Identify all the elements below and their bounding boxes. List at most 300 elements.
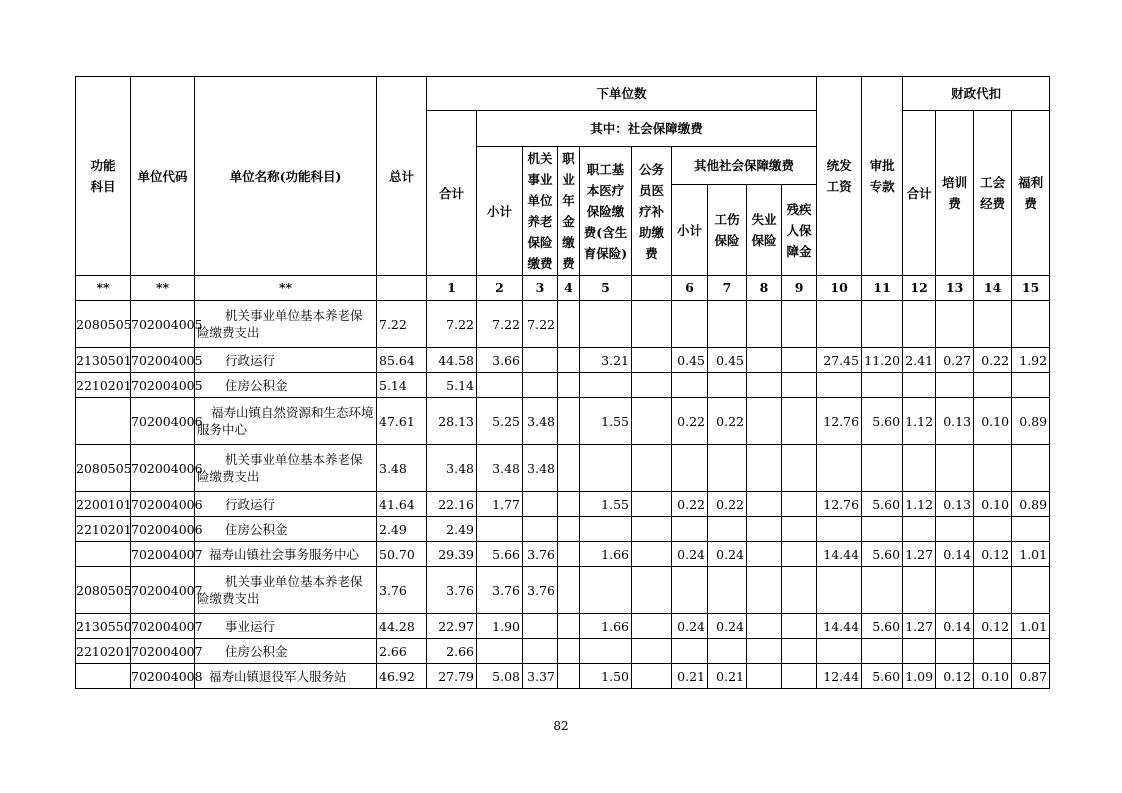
- value-cell: [782, 492, 817, 517]
- value-cell: [672, 567, 708, 614]
- table-row: [76, 301, 1050, 348]
- value-cell: 7.22: [523, 301, 558, 348]
- value-cell: [747, 542, 782, 567]
- value-cell: [632, 542, 672, 567]
- value-cell: [862, 445, 903, 492]
- col-num: 13: [936, 276, 974, 301]
- total-cell: 7.22: [377, 301, 427, 348]
- func-subject-cell: 2130501: [76, 348, 131, 373]
- value-cell: [782, 542, 817, 567]
- value-cell: 3.48: [523, 445, 558, 492]
- header-disability: 残疾人保障金: [782, 185, 817, 276]
- unit-code-cell: 702004007: [131, 639, 195, 664]
- unit-name-cell: [195, 639, 377, 664]
- value-cell: [974, 567, 1012, 614]
- value-cell: 0.22: [708, 492, 747, 517]
- unit-name-cell: [195, 664, 377, 689]
- col-num: **: [76, 276, 131, 301]
- value-cell: [632, 517, 672, 542]
- value-cell: 1.12: [903, 492, 936, 517]
- header-subtotal: 小计: [477, 147, 523, 276]
- func-subject-cell: [76, 398, 131, 445]
- unit-name-cell: [195, 614, 377, 639]
- value-cell: 1.92: [1012, 348, 1050, 373]
- value-cell: 5.08: [477, 664, 523, 689]
- value-cell: 0.21: [708, 664, 747, 689]
- value-cell: [632, 373, 672, 398]
- value-cell: 0.10: [974, 664, 1012, 689]
- value-cell: [1012, 639, 1050, 664]
- value-cell: [1012, 517, 1050, 542]
- unit-code-cell: 702004006: [131, 445, 195, 492]
- value-cell: 1.55: [580, 492, 632, 517]
- value-cell: [632, 664, 672, 689]
- header-unemployment: 失业保险: [747, 185, 782, 276]
- table-row: [76, 348, 1050, 373]
- unit-name-cell: [195, 492, 377, 517]
- table-row: [76, 567, 1050, 614]
- value-cell: [558, 301, 580, 348]
- col-num: 15: [1012, 276, 1050, 301]
- page-number: 82: [553, 719, 569, 733]
- header-welfare: 福利费: [1012, 111, 1050, 276]
- value-cell: [558, 348, 580, 373]
- column-number-row: [76, 276, 1050, 301]
- col-num: 9: [782, 276, 817, 301]
- value-cell: 1.77: [477, 492, 523, 517]
- value-cell: 0.12: [974, 614, 1012, 639]
- value-cell: [672, 639, 708, 664]
- value-cell: [1012, 567, 1050, 614]
- value-cell: 5.14: [427, 373, 477, 398]
- value-cell: [903, 567, 936, 614]
- value-cell: [632, 639, 672, 664]
- unit-code-cell: 702004006: [131, 492, 195, 517]
- value-cell: [936, 373, 974, 398]
- total-cell: 85.64: [377, 348, 427, 373]
- value-cell: 7.22: [477, 301, 523, 348]
- col-num: [632, 276, 672, 301]
- header-lower-total: 合计: [427, 111, 477, 276]
- value-cell: [817, 445, 862, 492]
- value-cell: 3.76: [523, 542, 558, 567]
- value-cell: 1.12: [903, 398, 936, 445]
- col-num: 11: [862, 276, 903, 301]
- header-approved-special: 审批专款: [862, 77, 903, 276]
- unit-code-cell: 702004008: [131, 664, 195, 689]
- value-cell: [708, 639, 747, 664]
- value-cell: 1.09: [903, 664, 936, 689]
- unit-name-text: 住房公积金: [225, 643, 288, 659]
- value-cell: [580, 567, 632, 614]
- value-cell: [782, 567, 817, 614]
- value-cell: [558, 567, 580, 614]
- table-row: [76, 373, 1050, 398]
- value-cell: [936, 301, 974, 348]
- value-cell: [782, 348, 817, 373]
- value-cell: 0.24: [672, 542, 708, 567]
- value-cell: 2.41: [903, 348, 936, 373]
- value-cell: 0.22: [974, 348, 1012, 373]
- value-cell: [936, 445, 974, 492]
- value-cell: [523, 614, 558, 639]
- value-cell: [903, 301, 936, 348]
- value-cell: 1.66: [580, 542, 632, 567]
- unit-name-cell: [195, 542, 377, 567]
- value-cell: [782, 301, 817, 348]
- value-cell: [974, 639, 1012, 664]
- value-cell: [580, 301, 632, 348]
- unit-code-cell: 702004005: [131, 301, 195, 348]
- unit-name-text: 机关事业单位基本养老保险缴费支出: [197, 452, 363, 484]
- total-cell: 44.28: [377, 614, 427, 639]
- func-subject-cell: [76, 664, 131, 689]
- value-cell: [974, 445, 1012, 492]
- col-num: 8: [747, 276, 782, 301]
- unit-name-cell: [195, 567, 377, 614]
- value-cell: [782, 445, 817, 492]
- value-cell: [862, 517, 903, 542]
- header-union: 工会经费: [974, 111, 1012, 276]
- total-cell: 5.14: [377, 373, 427, 398]
- total-cell: 2.49: [377, 517, 427, 542]
- value-cell: 1.50: [580, 664, 632, 689]
- unit-name-text: 福寿山镇自然资源和生态环境服务中心: [197, 405, 374, 437]
- unit-name-text: 住房公积金: [225, 377, 288, 393]
- col-num: 6: [672, 276, 708, 301]
- value-cell: 3.48: [427, 445, 477, 492]
- value-cell: 29.39: [427, 542, 477, 567]
- col-num: 3: [523, 276, 558, 301]
- unit-code-cell: 702004006: [131, 398, 195, 445]
- value-cell: 1.55: [580, 398, 632, 445]
- unit-code-cell: 702004007: [131, 567, 195, 614]
- value-cell: [708, 373, 747, 398]
- value-cell: [817, 567, 862, 614]
- value-cell: 7.22: [427, 301, 477, 348]
- value-cell: [747, 348, 782, 373]
- value-cell: [632, 301, 672, 348]
- value-cell: 1.27: [903, 614, 936, 639]
- table-row: [76, 614, 1050, 639]
- table-row: [76, 664, 1050, 689]
- value-cell: 0.10: [974, 398, 1012, 445]
- value-cell: 0.24: [708, 614, 747, 639]
- header-injury: 工伤保险: [708, 185, 747, 276]
- value-cell: [558, 664, 580, 689]
- value-cell: 44.58: [427, 348, 477, 373]
- value-cell: [708, 301, 747, 348]
- value-cell: 14.44: [817, 542, 862, 567]
- func-subject-cell: 2130550: [76, 614, 131, 639]
- value-cell: [782, 639, 817, 664]
- header-pension: 机关事业单位养老保险缴费: [523, 147, 558, 276]
- value-cell: [936, 517, 974, 542]
- header-training: 培训费: [936, 111, 974, 276]
- value-cell: [580, 373, 632, 398]
- value-cell: 0.22: [672, 492, 708, 517]
- table-row: [76, 492, 1050, 517]
- value-cell: 0.22: [672, 398, 708, 445]
- header-func-subject: 功能科目: [76, 77, 131, 276]
- value-cell: 0.13: [936, 398, 974, 445]
- value-cell: 0.87: [1012, 664, 1050, 689]
- value-cell: [817, 373, 862, 398]
- unit-name-cell: [195, 445, 377, 492]
- value-cell: 3.76: [523, 567, 558, 614]
- value-cell: [782, 614, 817, 639]
- value-cell: [903, 639, 936, 664]
- value-cell: 0.89: [1012, 398, 1050, 445]
- value-cell: [558, 398, 580, 445]
- value-cell: [580, 445, 632, 492]
- value-cell: [1012, 301, 1050, 348]
- value-cell: [477, 373, 523, 398]
- value-cell: [708, 567, 747, 614]
- header-annuity: 职业年金缴费: [558, 147, 580, 276]
- header-other-subtotal: 小计: [672, 185, 708, 276]
- value-cell: 12.76: [817, 492, 862, 517]
- header-other-social: 其他社会保障缴费: [672, 147, 817, 185]
- total-cell: 46.92: [377, 664, 427, 689]
- col-num: 10: [817, 276, 862, 301]
- unit-code-cell: 702004007: [131, 614, 195, 639]
- unit-name-cell: [195, 373, 377, 398]
- value-cell: 11.20: [862, 348, 903, 373]
- value-cell: 2.49: [427, 517, 477, 542]
- func-subject-cell: 2210201: [76, 639, 131, 664]
- total-cell: 41.64: [377, 492, 427, 517]
- value-cell: [580, 639, 632, 664]
- unit-code-cell: 702004005: [131, 373, 195, 398]
- value-cell: [632, 398, 672, 445]
- header-of-which-social: 其中：社会保障缴费: [477, 111, 817, 147]
- unit-name-cell: [195, 398, 377, 445]
- value-cell: [862, 301, 903, 348]
- header-unified-salary: 统发工资: [817, 77, 862, 276]
- value-cell: 1.01: [1012, 614, 1050, 639]
- value-cell: 0.12: [936, 664, 974, 689]
- total-cell: 3.76: [377, 567, 427, 614]
- value-cell: [747, 492, 782, 517]
- value-cell: 3.66: [477, 348, 523, 373]
- unit-name-cell: [195, 348, 377, 373]
- value-cell: [558, 373, 580, 398]
- table-row: [76, 542, 1050, 567]
- table-body: [76, 301, 1050, 689]
- value-cell: [708, 517, 747, 542]
- value-cell: 12.76: [817, 398, 862, 445]
- func-subject-cell: 2080505: [76, 567, 131, 614]
- header-lower-unit: 下单位数: [427, 77, 817, 111]
- func-subject-cell: [76, 542, 131, 567]
- unit-name-text: 机关事业单位基本养老保险缴费支出: [197, 308, 363, 340]
- col-num: 4: [558, 276, 580, 301]
- value-cell: 1.66: [580, 614, 632, 639]
- value-cell: [936, 639, 974, 664]
- col-num: 5: [580, 276, 632, 301]
- value-cell: 3.37: [523, 664, 558, 689]
- func-subject-cell: 2080505: [76, 301, 131, 348]
- header-fiscal-total: 合计: [903, 111, 936, 276]
- value-cell: [782, 373, 817, 398]
- unit-name-text: 福寿山镇社会事务服务中心: [209, 546, 360, 562]
- value-cell: [782, 517, 817, 542]
- value-cell: [523, 348, 558, 373]
- table-row: [76, 639, 1050, 664]
- value-cell: [672, 373, 708, 398]
- value-cell: [747, 517, 782, 542]
- value-cell: [523, 517, 558, 542]
- total-cell: 47.61: [377, 398, 427, 445]
- value-cell: 3.48: [523, 398, 558, 445]
- col-num: 2: [477, 276, 523, 301]
- value-cell: [523, 373, 558, 398]
- value-cell: [672, 517, 708, 542]
- value-cell: 5.66: [477, 542, 523, 567]
- value-cell: [817, 301, 862, 348]
- value-cell: [862, 639, 903, 664]
- header-civil-medical: 公务员医疗补助缴费: [632, 147, 672, 276]
- value-cell: [747, 639, 782, 664]
- value-cell: [632, 567, 672, 614]
- total-cell: 2.66: [377, 639, 427, 664]
- unit-name-text: 行政运行: [225, 496, 276, 512]
- value-cell: [747, 614, 782, 639]
- value-cell: [782, 664, 817, 689]
- header-total: 总计: [377, 77, 427, 276]
- table-row: [76, 398, 1050, 445]
- value-cell: [747, 398, 782, 445]
- value-cell: 14.44: [817, 614, 862, 639]
- value-cell: 0.27: [936, 348, 974, 373]
- value-cell: 0.24: [708, 542, 747, 567]
- header-unit-code: 单位代码: [131, 77, 195, 276]
- unit-code-cell: 702004007: [131, 542, 195, 567]
- value-cell: 1.01: [1012, 542, 1050, 567]
- value-cell: [903, 373, 936, 398]
- value-cell: [477, 517, 523, 542]
- value-cell: [974, 301, 1012, 348]
- col-num: 7: [708, 276, 747, 301]
- unit-name-text: 行政运行: [225, 352, 276, 368]
- value-cell: 0.14: [936, 614, 974, 639]
- total-cell: 3.48: [377, 445, 427, 492]
- value-cell: [558, 517, 580, 542]
- header-fiscal-deduct: 财政代扣: [903, 77, 1050, 111]
- unit-code-cell: 702004006: [131, 517, 195, 542]
- table-row: [76, 517, 1050, 542]
- value-cell: 3.48: [477, 445, 523, 492]
- value-cell: 5.60: [862, 614, 903, 639]
- value-cell: [523, 639, 558, 664]
- value-cell: 27.45: [817, 348, 862, 373]
- value-cell: [903, 445, 936, 492]
- value-cell: 28.13: [427, 398, 477, 445]
- value-cell: [558, 542, 580, 567]
- value-cell: [1012, 373, 1050, 398]
- value-cell: [558, 639, 580, 664]
- value-cell: 0.14: [936, 542, 974, 567]
- value-cell: [974, 373, 1012, 398]
- value-cell: 0.21: [672, 664, 708, 689]
- col-num: 12: [903, 276, 936, 301]
- value-cell: [903, 517, 936, 542]
- value-cell: [747, 664, 782, 689]
- table-row: [76, 445, 1050, 492]
- value-cell: 12.44: [817, 664, 862, 689]
- value-cell: [523, 492, 558, 517]
- value-cell: 0.12: [974, 542, 1012, 567]
- value-cell: [1012, 445, 1050, 492]
- value-cell: [974, 517, 1012, 542]
- value-cell: [936, 567, 974, 614]
- value-cell: [672, 445, 708, 492]
- func-subject-cell: 2210201: [76, 373, 131, 398]
- value-cell: 0.89: [1012, 492, 1050, 517]
- value-cell: [817, 639, 862, 664]
- func-subject-cell: 2200101: [76, 492, 131, 517]
- value-cell: [558, 492, 580, 517]
- col-num: **: [195, 276, 377, 301]
- value-cell: [558, 445, 580, 492]
- value-cell: 0.24: [672, 614, 708, 639]
- unit-name-cell: [195, 301, 377, 348]
- budget-table: [75, 76, 1050, 689]
- value-cell: [817, 517, 862, 542]
- value-cell: 0.45: [708, 348, 747, 373]
- value-cell: 22.16: [427, 492, 477, 517]
- value-cell: [477, 639, 523, 664]
- value-cell: 1.27: [903, 542, 936, 567]
- col-num: [377, 276, 427, 301]
- value-cell: 0.13: [936, 492, 974, 517]
- value-cell: 2.66: [427, 639, 477, 664]
- header-unit-name: 单位名称(功能科目): [195, 77, 377, 276]
- value-cell: [862, 373, 903, 398]
- value-cell: [747, 301, 782, 348]
- col-num: 14: [974, 276, 1012, 301]
- value-cell: 27.79: [427, 664, 477, 689]
- value-cell: 5.60: [862, 398, 903, 445]
- value-cell: 5.25: [477, 398, 523, 445]
- value-cell: [708, 445, 747, 492]
- header-medical: 职工基本医疗保险缴费(含生育保险): [580, 147, 632, 276]
- col-num: **: [131, 276, 195, 301]
- value-cell: [632, 348, 672, 373]
- value-cell: [747, 373, 782, 398]
- unit-name-text: 机关事业单位基本养老保险缴费支出: [197, 574, 363, 606]
- value-cell: [862, 567, 903, 614]
- value-cell: [558, 614, 580, 639]
- value-cell: [632, 492, 672, 517]
- value-cell: 0.45: [672, 348, 708, 373]
- value-cell: [747, 567, 782, 614]
- value-cell: 1.90: [477, 614, 523, 639]
- value-cell: [580, 517, 632, 542]
- unit-name-text: 事业运行: [225, 618, 276, 634]
- value-cell: [747, 445, 782, 492]
- func-subject-cell: 2210201: [76, 517, 131, 542]
- unit-name-text: 福寿山镇退役军人服务站: [209, 668, 347, 684]
- total-cell: 50.70: [377, 542, 427, 567]
- col-num: 1: [427, 276, 477, 301]
- unit-name-cell: [195, 517, 377, 542]
- value-cell: 0.22: [708, 398, 747, 445]
- value-cell: 3.76: [477, 567, 523, 614]
- value-cell: 0.10: [974, 492, 1012, 517]
- value-cell: [672, 301, 708, 348]
